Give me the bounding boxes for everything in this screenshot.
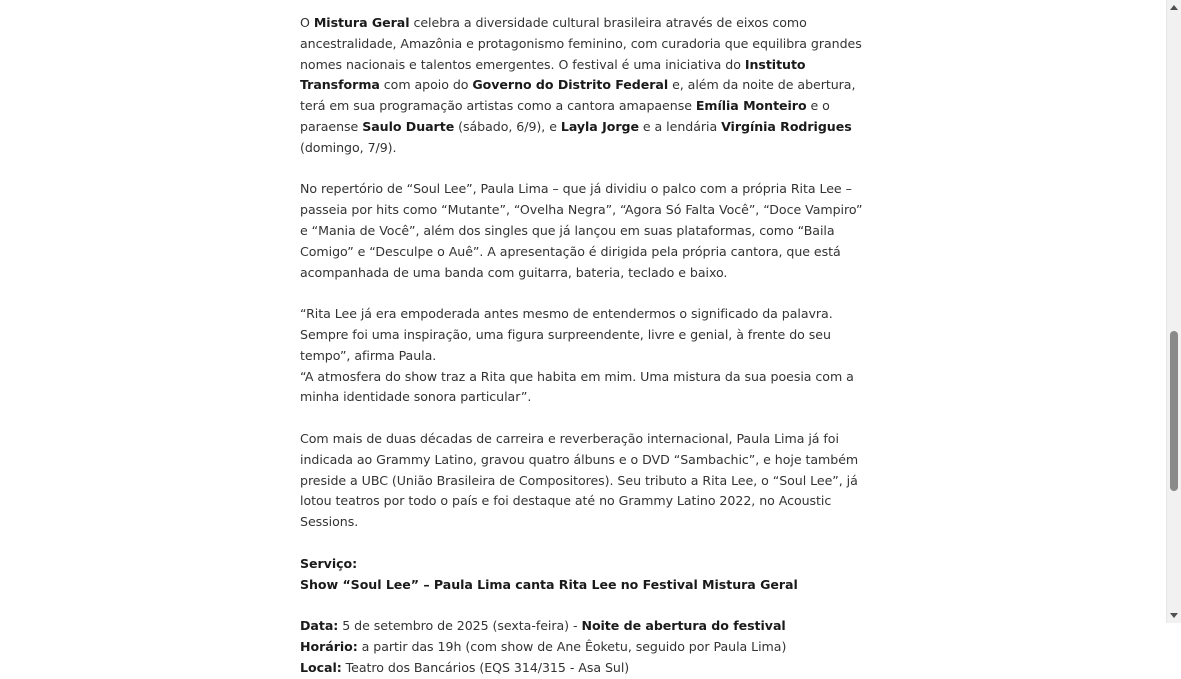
service-place: Local: Teatro dos Bancários (EQS 314/315 - Asa Sul)	[300, 659, 630, 675]
service-time: Horário: a partir das 19h (com show de Ane Êoketu, seguido por Paula Lima)	[300, 638, 787, 654]
service-heading: Serviço:	[300, 555, 358, 571]
artist-name: Virgínia Rodrigues	[721, 118, 852, 134]
organizer-name: Instituto Transforma	[300, 56, 806, 93]
service-date: Data: 5 de setembro de 2025 (sexta-feira) - Noite de abertura do festival	[300, 618, 786, 634]
sponsor-name: Governo do Distrito Federal	[472, 77, 669, 93]
scrollbar-thumb[interactable]	[1170, 331, 1178, 491]
paragraph-festival	[300, 13, 866, 159]
text: celebra a diversidade cultural brasileira através de eixos como ancestralidade, Amazônia e protagonismo feminino, com curadoria que equilibra grandes nomes nacionais e talentos emergentes. O festival é uma iniciativa do	[300, 15, 862, 72]
show-title: Show “Soul Lee” – Paula Lima canta Rita Lee no Festival Mistura Geral	[300, 576, 798, 592]
text: com apoio do	[379, 77, 473, 93]
quote-line: “Rita Lee já era empoderada antes mesmo de entendermos o significado da palavra. Sempre foi uma inspiração, uma figura surpreendente, livre e genial, à frente do seu tempo”, afirma Paula.	[300, 306, 833, 363]
paragraph-quote	[300, 304, 866, 408]
paragraph-career: Com mais de duas décadas de carreira e reverberação internacional, Paula Lima já foi indicada ao Grammy Latino, gravou quatro álbuns e o DVD “Sambachic”, e hoje também preside a UBC (União Brasileira de Compositores). Seu tributo a Rita Lee, o “Soul Lee”, já lotou teatros por todo o país e foi destaque até no Grammy Latino 2022, no Acoustic Sessions.	[300, 430, 859, 530]
scroll-up-arrow-icon[interactable]	[1170, 5, 1178, 10]
article-body	[300, 13, 866, 679]
artist-name: Layla Jorge	[560, 118, 639, 134]
artist-name: Saulo Duarte	[362, 118, 455, 134]
quote-line: “A atmosfera do show traz a Rita que habita em mim. Uma mistura da sua poesia com a minha identidade sonora particular”.	[300, 368, 854, 405]
scroll-down-arrow-icon[interactable]	[1170, 613, 1178, 618]
text: (domingo, 7/9).	[300, 139, 397, 155]
text: O	[300, 15, 314, 30]
text: e o paraense	[300, 98, 830, 134]
paragraph-repertoire: No repertório de “Soul Lee”, Paula Lima – que já dividiu o palco com a própria Rita Lee – passeia por hits como “Mutante”, “Ovelha Negra”, “Agora Só Falta Você”, “Doce Vampiro” e “Mania de Você”, além dos singles que já lançou em suas plataformas, como “Baila Comigo” e “Desculpe o Auê”. A apresentação é dirigida pela própria cantora, que está acompanhada de uma banda com guitarra, bateria, teclado e baixo.	[300, 181, 863, 280]
text: (sábado, 6/9), e	[454, 118, 561, 134]
vertical-scrollbar[interactable]	[1166, 0, 1181, 623]
festival-name: Mistura Geral	[313, 15, 410, 30]
service-info	[300, 554, 866, 679]
text: e a lendária	[638, 118, 722, 134]
text: e, além da noite de abertura, terá em sua programação artistas como a cantora amapaense	[300, 77, 856, 114]
artist-name: Emília Monteiro	[695, 98, 807, 114]
